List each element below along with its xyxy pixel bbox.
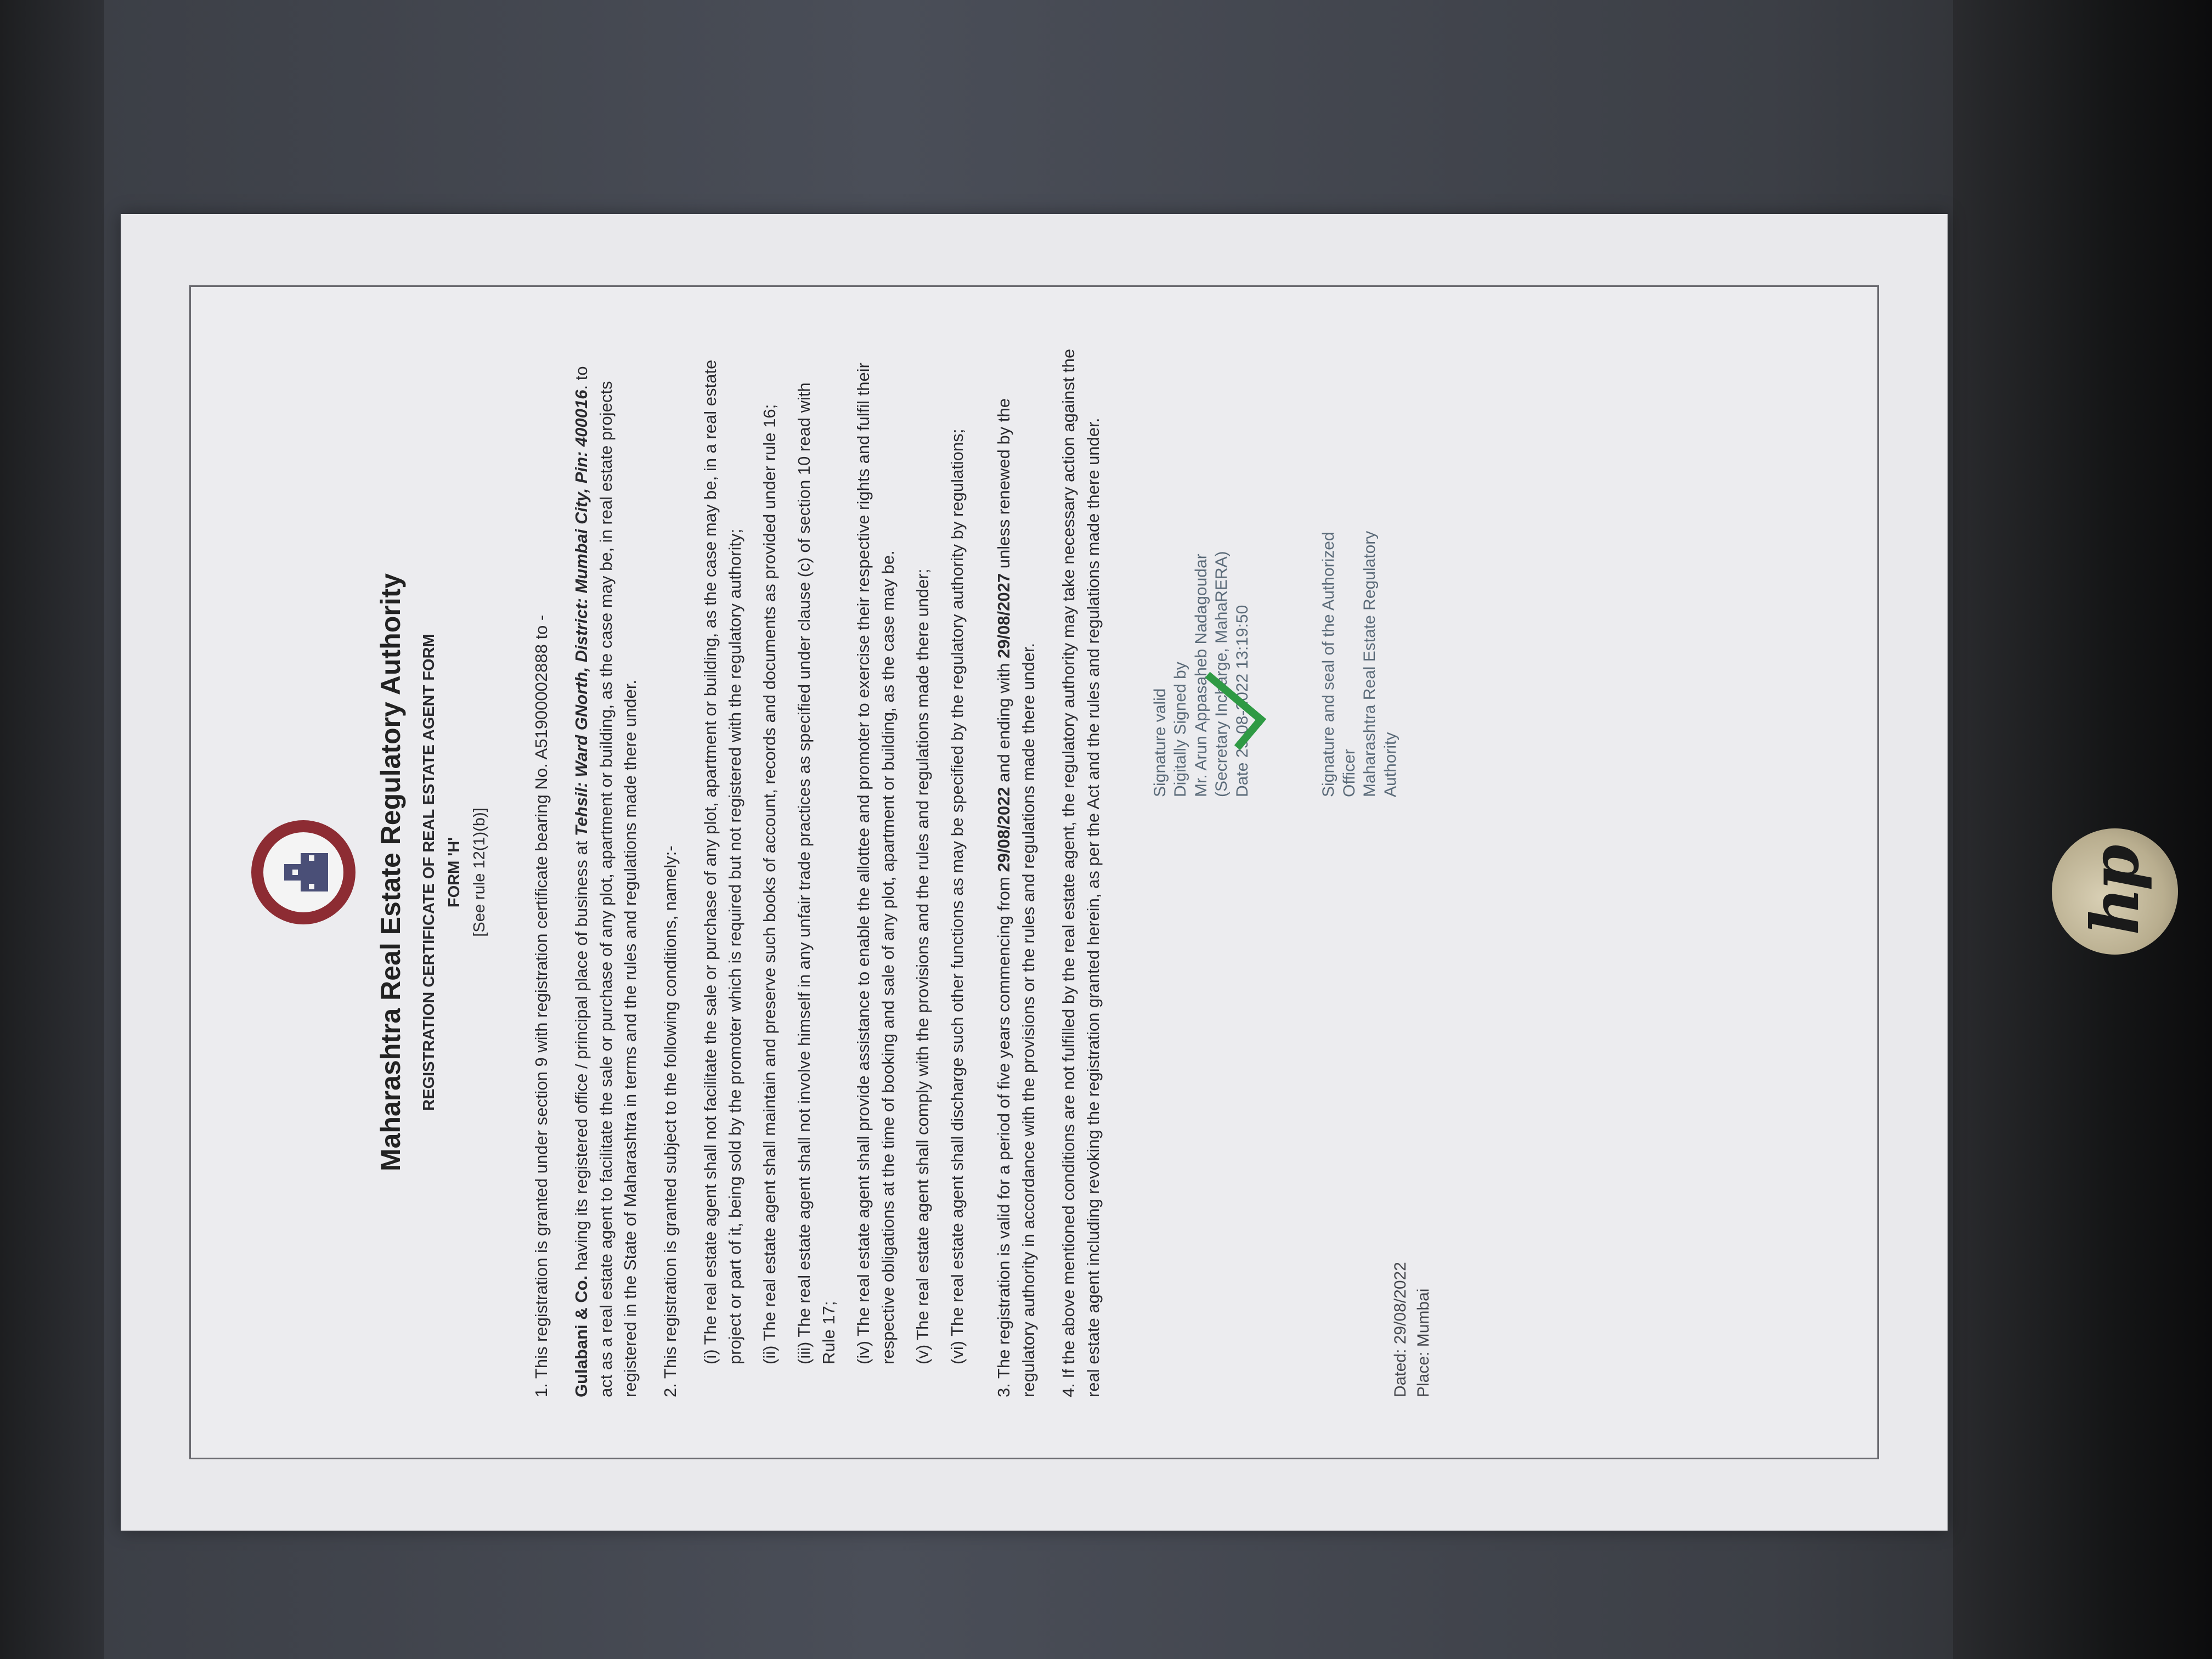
valid-to-date: 29/08/2027 [994, 573, 1013, 659]
monitor-bezel-left [0, 0, 104, 1659]
signature-label: Digitally Signed by [1171, 662, 1190, 797]
seal-caption: Signature and seal of the Authorized Officer [1319, 532, 1358, 797]
signer-name: Mr. Arun Appasaheb Nadagoudar [1192, 554, 1210, 797]
authority-caption: Maharashtra Real Estate Regulatory Authority [1361, 531, 1400, 797]
agent-paragraph: Gulabani & Co. having its registered office / principal place of business at Tehsil: Ward GNorth, District: Mumbai City, Pin: 400016. to act as a real estate agent to facilitate the sale or purchase of any plot, apartment or building, as the case may be, in real estate projects registered in the State of Maharashtra in terms and the rules and regulations made there under. [571, 366, 640, 1397]
signature-footer [1150, 347, 1435, 1397]
place-text: Place: Mumbai [1414, 1288, 1432, 1397]
dated-text: Dated: 29/08/2022 [1391, 1262, 1409, 1397]
agent-name: Gulabani & Co. [571, 1275, 591, 1397]
digital-signature-block [1150, 490, 1401, 797]
document-title: Maharashtra Real Estate Regulatory Authority [375, 573, 406, 1172]
paragraph-3: 3. The registration is valid for a period of five years commencing from 29/08/2022 and ending with 29/08/2027 unless renewed by the regulatory authority in accordance with the provisions or the rules and regulations made there under. [994, 398, 1038, 1397]
agent-address: Tehsil: Ward GNorth, District: Mumbai City, Pin: 400016 [571, 390, 591, 837]
signature-status: Signature valid [1150, 688, 1169, 797]
paragraph-4: 4. If the above mentioned conditions are not fulfilled by the real estate agent, the regulatory authority may take necessary action against the real estate agent including revoking the registration granted herein, as per the Act and the rules and regulations made there under. [1058, 348, 1103, 1397]
condition-item: (ii) The real estate agent shall maintain and preserve such books of account, records and documents as provided under rule 16; [760, 404, 780, 1364]
form-label: FORM 'H' [445, 837, 463, 908]
signature-date: Date 29-08-2022 13:19:50 [1233, 605, 1251, 797]
hp-logo-icon: hp [2052, 828, 2178, 955]
rule-reference: [See rule 12(1)(b)] [470, 808, 488, 937]
signer-title: (Secretary Incharge, MahaRERA) [1212, 551, 1231, 797]
condition-item: (i) The real estate agent shall not facilitate the sale or purchase of any plot, apartment or building, as the case may be, in a real estate project or part of it, being sold by the promoter which is required but not registered with the regulatory authority; [701, 359, 745, 1364]
certificate-page [189, 285, 1879, 1459]
condition-item: (iii) The real estate agent shall not involve himself in any unfair trade practices as specified under clause (c) of section 10 read with Rule 17; [794, 382, 839, 1364]
maharera-seal-icon [251, 820, 356, 924]
document-subtitle: REGISTRATION CERTIFICATE OF REAL ESTATE AGENT FORM [420, 634, 438, 1111]
paragraph-1: 1. This registration is granted under section 9 with registration certificate bearing No. A51900002888 to - [531, 614, 551, 1397]
condition-item: (iv) The real estate agent shall provide assistance to enable the allottee and promoter to exercise their respective rights and fulfil their respective obligations at the time of booking and sale of any plot, apartment or building, as the case may be. [854, 363, 898, 1364]
monitor-bezel-right [1953, 0, 2212, 1659]
paragraph-2: 2. This registration is granted subject to the following conditions, namely:- [661, 845, 680, 1397]
condition-item: (vi) The real estate agent shall discharge such other functions as may be specified by the regulatory authority by regulations; [947, 428, 967, 1364]
date-place-block [1389, 1262, 1435, 1397]
document-viewer [121, 214, 1948, 1531]
condition-item: (v) The real estate agent shall comply with the provisions and the rules and regulations made there under; [912, 568, 932, 1364]
valid-from-date: 29/08/2022 [994, 787, 1013, 872]
